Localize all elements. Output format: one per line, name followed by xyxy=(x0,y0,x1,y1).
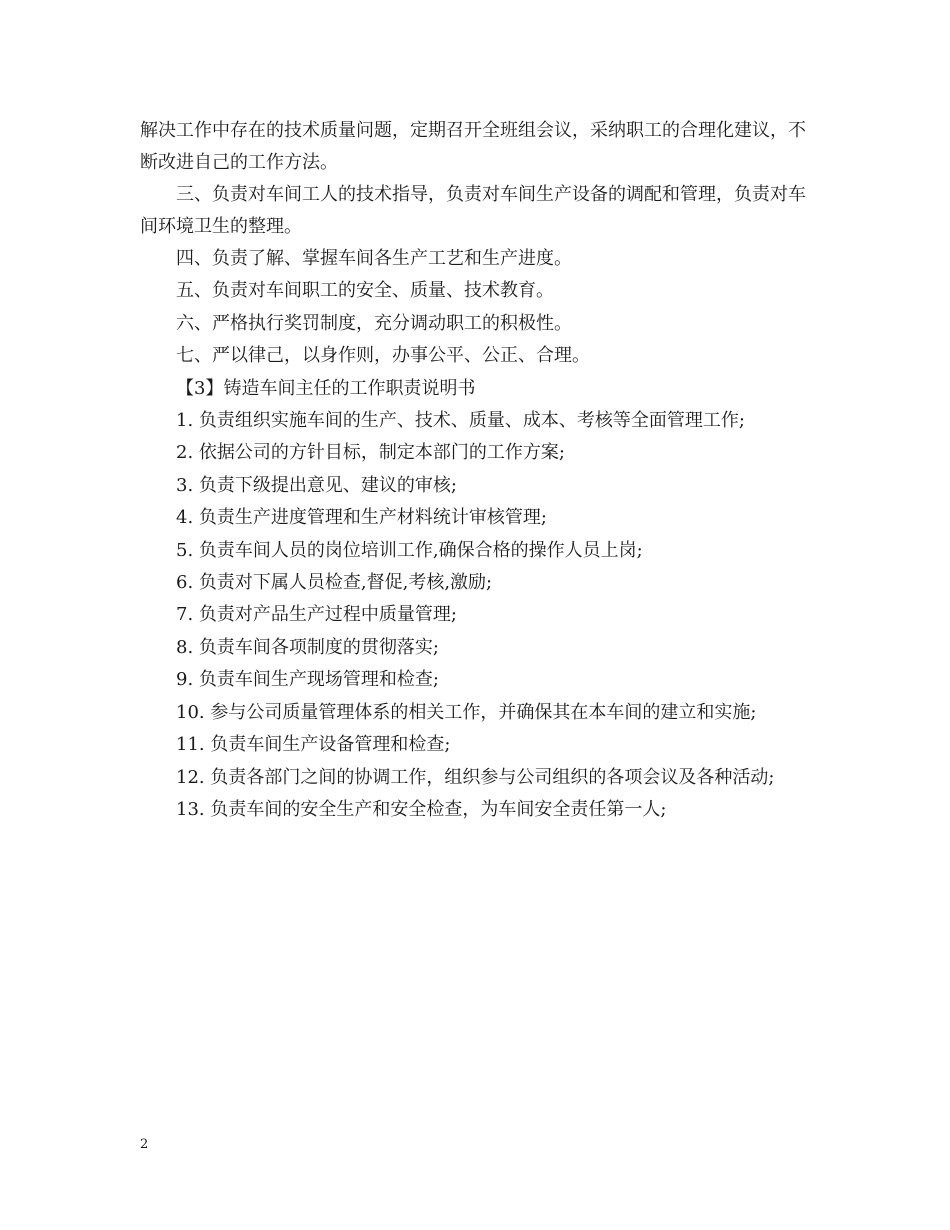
duty-item: 8. 负责车间各项制度的贯彻落实; xyxy=(176,636,439,658)
document-body xyxy=(140,115,815,826)
list-item: 五、负责对车间职工的安全、质量、技术教育。 xyxy=(176,280,554,302)
list-item: 四、负责了解、掌握车间各生产工艺和生产进度。 xyxy=(176,248,572,269)
duty-item: 9. 负责车间生产现场管理和检查; xyxy=(176,669,439,691)
intro-paragraph: 解决工作中存在的技术质量问题，定期召开全班组会议，采纳职工的合理化建议，不断改进自己的工作方法。 xyxy=(140,120,806,173)
list-item: 六、严格执行奖罚制度，充分调动职工的积极性。 xyxy=(176,312,572,334)
duty-item: 5. 负责车间人员的岗位培训工作,确保合格的操作人员上岗; xyxy=(176,539,643,561)
section-heading: 【3】铸造车间主任的工作职责说明书 xyxy=(176,377,476,399)
page-number: 2 xyxy=(140,1137,149,1152)
duty-item: 3. 负责下级提出意见、建议的审核; xyxy=(176,474,457,496)
duty-item: 12. 负责各部门之间的协调工作，组织参与公司组织的各项会议及各种活动; xyxy=(176,766,775,788)
duty-item: 4. 负责生产进度管理和生产材料统计审核管理; xyxy=(176,507,547,529)
duty-item: 10. 参与公司质量管理体系的相关工作，并确保其在本车间的建立和实施; xyxy=(176,701,757,723)
duty-item: 6. 负责对下属人员检查,督促,考核,激励; xyxy=(176,572,493,594)
duty-item: 7. 负责对产品生产过程中质量管理; xyxy=(176,604,457,626)
duty-item: 1. 负责组织实施车间的生产、技术、质量、成本、考核等全面管理工作; xyxy=(176,410,745,432)
duty-item: 2. 依据公司的方针目标，制定本部门的工作方案; xyxy=(176,442,565,464)
duty-item: 11. 负责车间生产设备管理和检查; xyxy=(176,734,451,756)
duty-item: 13. 负责车间的安全生产和安全检查，为车间安全责任第一人; xyxy=(176,798,667,820)
list-item: 七、严以律己，以身作则，办事公平、公正、合理。 xyxy=(176,345,590,367)
paragraph-three: 三、负责对车间工人的技术指导，负责对车间生产设备的调配和管理，负责对车间环境卫生的整理。 xyxy=(140,184,806,237)
